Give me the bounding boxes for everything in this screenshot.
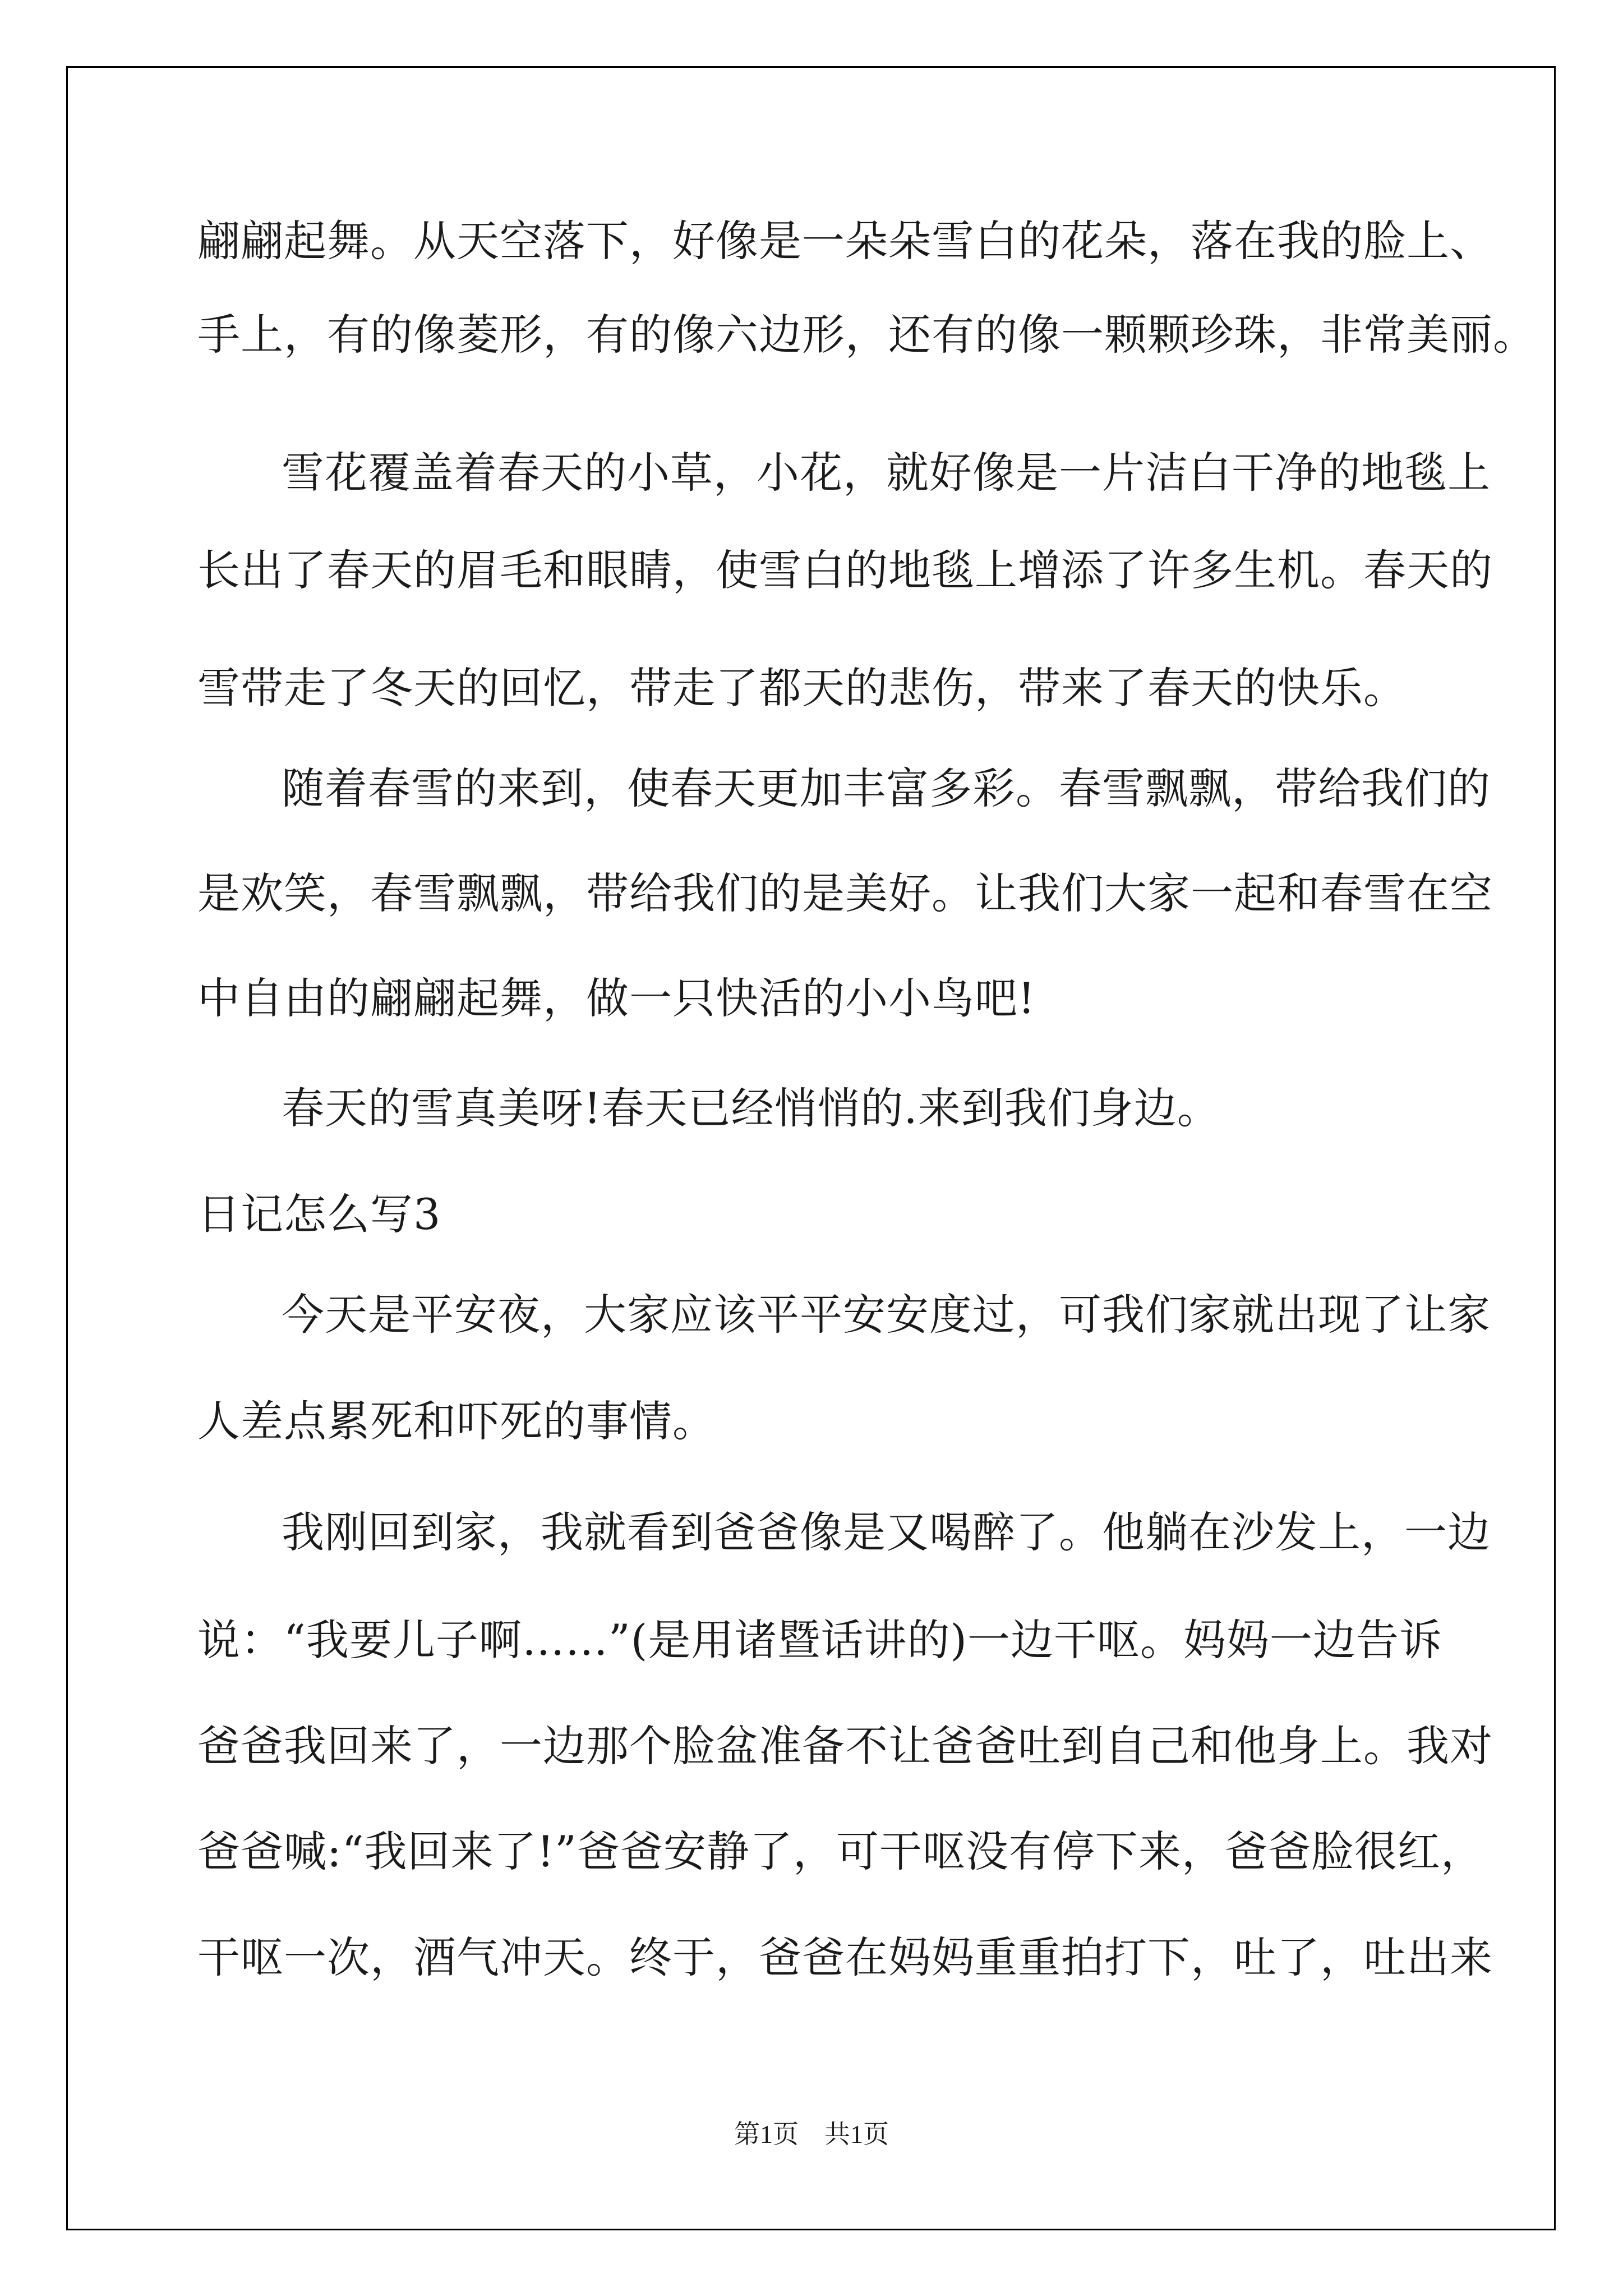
paragraph-start-line: 随着春雪的来到，使春天更加丰富多彩。春雪飘飘，带给我们的 [282, 763, 1491, 813]
page-footer: 第1页 共1页 [734, 2120, 889, 2148]
paragraph-start-line: 我刚回到家，我就看到爸爸像是又喝醉了。他躺在沙发上，一边 [282, 1507, 1491, 1557]
text-line: 长出了春天的眉毛和眼睛，使雪白的地毯上增添了许多生机。春天的 [197, 545, 1493, 595]
text-line: 是欢笑，春雪飘飘，带给我们的是美好。让我们大家一起和春雪在空 [197, 868, 1493, 918]
text-line: 人差点累死和吓死的事情。 [197, 1396, 716, 1446]
paragraph-start-line: 雪花覆盖着春天的小草，小花，就好像是一片洁白干净的地毯上 [282, 448, 1491, 498]
text-line: 手上，有的像菱形，有的像六边形，还有的像一颗颗珍珠，非常美丽。 [197, 310, 1536, 360]
paragraph-start-line: 今天是平安夜，大家应该平平安安度过，可我们家就出现了让家 [282, 1290, 1491, 1340]
text-line: 雪带走了冬天的回忆，带走了都天的悲伤，带来了春天的快乐。 [197, 663, 1407, 713]
text-line: 翩翩起舞。从天空落下，好像是一朵朵雪白的花朵，落在我的脸上、 [197, 216, 1493, 266]
text-line: 说：“我要儿子啊……”(是用诸暨话讲的)一边干呕。妈妈一边告诉 [197, 1615, 1443, 1665]
page-border [66, 66, 1556, 2230]
text-line: 干呕一次，酒气冲天。终于，爸爸在妈妈重重拍打下，吐了，吐出来 [197, 1932, 1493, 1982]
text-line: 中自由的翩翩起舞，做一只快活的小小鸟吧! [197, 973, 1036, 1023]
text-line: 爸爸喊:“我回来了!”爸爸安静了，可干呕没有停下来，爸爸脸很红， [197, 1826, 1484, 1876]
paragraph-start-line: 春天的雪真美呀!春天已经悄悄的.来到我们身边。 [282, 1083, 1220, 1133]
text-line: 爸爸我回来了，一边那个脸盆准备不让爸爸吐到自己和他身上。我对 [197, 1721, 1493, 1771]
section-heading: 日记怎么写3 [197, 1189, 441, 1239]
